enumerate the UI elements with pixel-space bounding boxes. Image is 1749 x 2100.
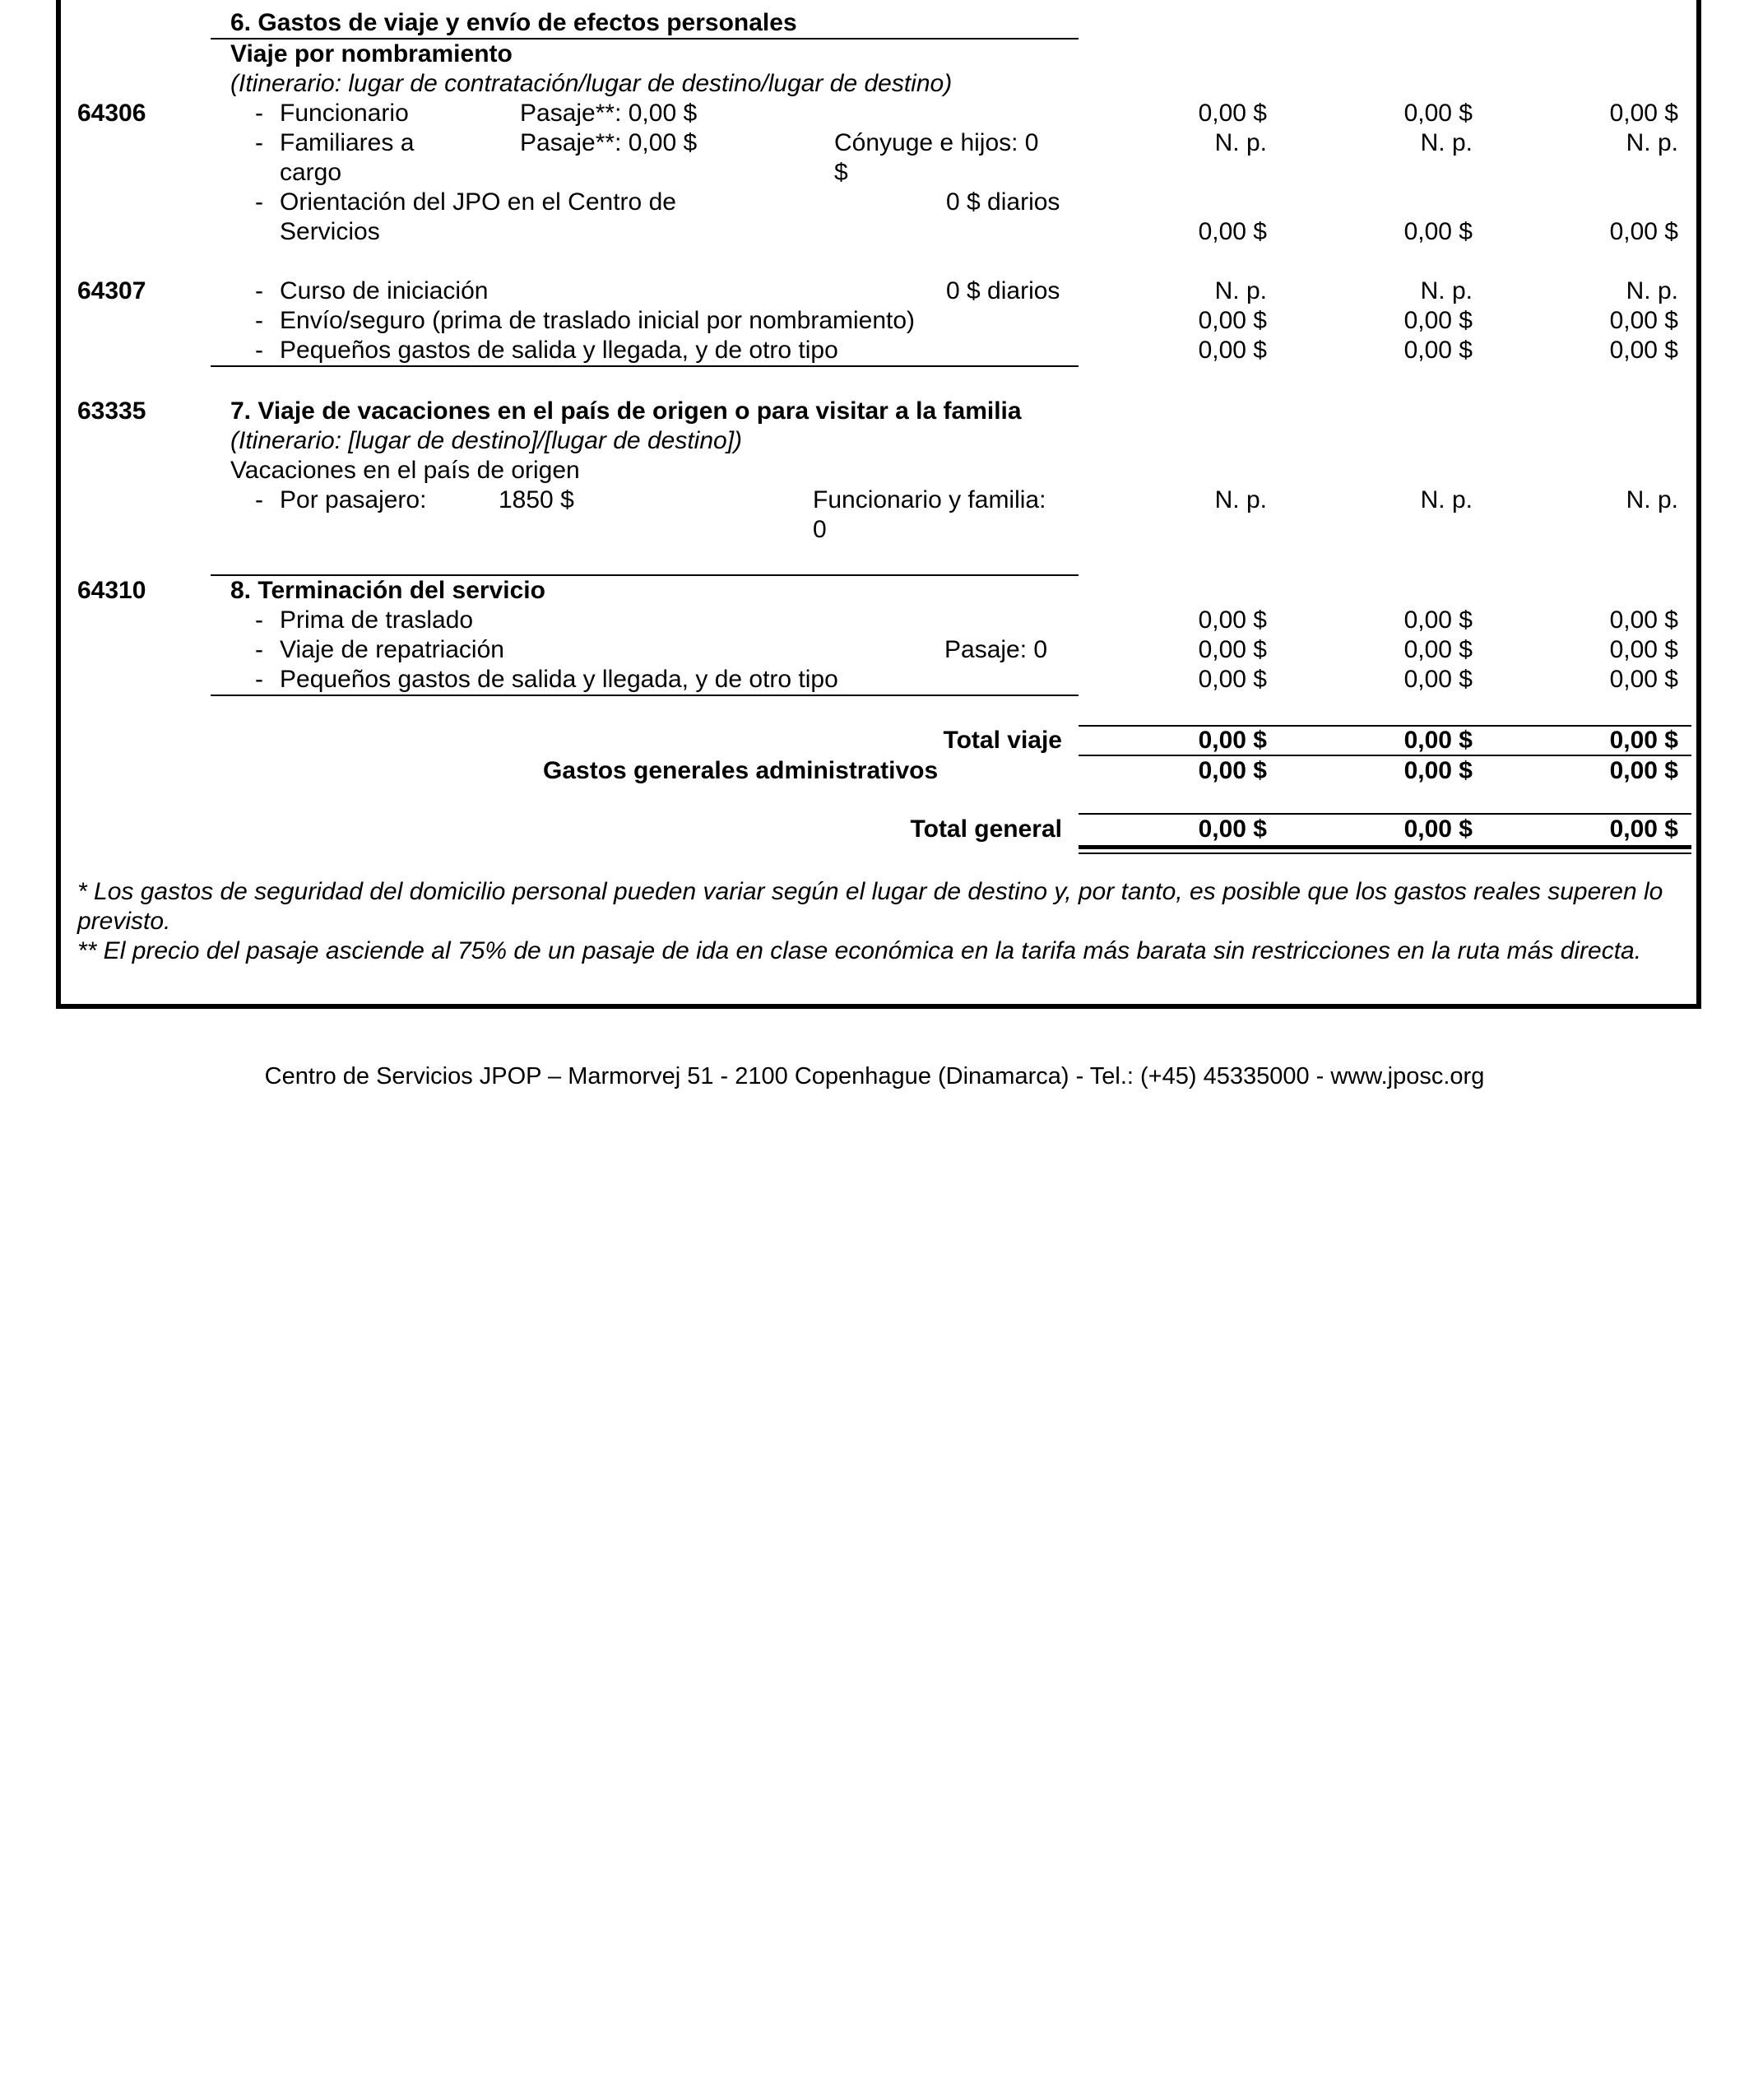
value-cell: 0,00 $ — [1198, 606, 1267, 634]
bullet-dash: - — [255, 636, 263, 663]
divider — [211, 695, 1079, 696]
row-detail: 1850 $ — [499, 486, 574, 513]
total-value: 0,00 $ — [1198, 757, 1267, 784]
value-cell: 0,00 $ — [1198, 100, 1267, 127]
value-cell: 0,00 $ — [1198, 666, 1267, 693]
row-extra: Pasaje: 0 — [944, 636, 1048, 663]
account-code: 64310 — [77, 577, 146, 604]
row-label: Pequeños gastos de salida y llegada, y de otro tipo — [280, 337, 838, 364]
section-6-subheading: Viaje por nombramiento — [230, 40, 513, 67]
row-label: Familiares a — [280, 129, 415, 156]
total-value: 0,00 $ — [1198, 727, 1267, 754]
section-7-heading: 7. Viaje de vacaciones en el país de origen o para visitar a la familia — [230, 397, 1022, 425]
value-cell: 0,00 $ — [1403, 606, 1473, 634]
value-cell: N. p. — [1420, 486, 1473, 513]
value-cell: N. p. — [1626, 486, 1678, 513]
section-8-heading: 8. Terminación del servicio — [230, 577, 545, 604]
total-value: 0,00 $ — [1403, 815, 1473, 843]
bullet-dash: - — [255, 486, 263, 513]
bullet-dash: - — [255, 188, 263, 216]
row-extra: 0 $ diarios — [946, 188, 1060, 216]
row-detail: Pasaje**: 0,00 $ — [520, 100, 698, 127]
divider — [1079, 853, 1691, 854]
total-value: 0,00 $ — [1198, 815, 1267, 843]
total-value: 0,00 $ — [1609, 815, 1678, 843]
total-value: 0,00 $ — [1609, 727, 1678, 754]
value-cell: 0,00 $ — [1198, 307, 1267, 334]
bullet-dash: - — [255, 129, 263, 156]
account-code: 64307 — [77, 277, 146, 304]
account-code: 64306 — [77, 100, 146, 127]
row-extra: Funcionario y familia: — [813, 486, 1046, 513]
section-6-heading: 6. Gastos de viaje y envío de efectos personales — [230, 9, 797, 36]
value-cell: 0,00 $ — [1403, 666, 1473, 693]
divider — [1079, 845, 1691, 849]
bullet-dash: - — [255, 307, 263, 334]
value-cell: 0,00 $ — [1403, 337, 1473, 364]
row-label-cont: cargo — [280, 159, 342, 186]
footnotes — [77, 877, 1673, 966]
value-cell: N. p. — [1420, 277, 1473, 304]
row-label: Por pasajero: — [280, 486, 427, 513]
value-cell: N. p. — [1214, 277, 1267, 304]
row-extra-cont: 0 — [813, 516, 827, 543]
value-cell: 0,00 $ — [1609, 666, 1678, 693]
row-extra-cont: $ — [834, 159, 848, 186]
section-6-itinerary: (Itinerario: lugar de contratación/lugar de destino/lugar de destino) — [230, 70, 953, 97]
row-detail: Pasaje**: 0,00 $ — [520, 129, 698, 156]
row-extra: 0 $ diarios — [946, 277, 1060, 304]
row-label: Curso de iniciación — [280, 277, 489, 304]
value-cell: 0,00 $ — [1609, 636, 1678, 663]
bullet-dash: - — [255, 100, 263, 127]
value-cell: 0,00 $ — [1403, 218, 1473, 245]
row-label: Viaje de repatriación — [280, 636, 504, 663]
row-label: Prima de traslado — [280, 606, 474, 634]
total-value: 0,00 $ — [1403, 757, 1473, 784]
footnote: ** El precio del pasaje asciende al 75% de un pasaje de ida en clase económica en la tarifa más barata sin restricciones en la ruta más directa. — [77, 937, 1642, 964]
row-extra: Cónyuge e hijos: 0 — [834, 129, 1039, 156]
value-cell: 0,00 $ — [1403, 636, 1473, 663]
value-cell: 0,00 $ — [1198, 337, 1267, 364]
value-cell: 0,00 $ — [1609, 100, 1678, 127]
value-cell: 0,00 $ — [1403, 100, 1473, 127]
value-cell: N. p. — [1214, 486, 1267, 513]
grand-total-label: Total general — [910, 815, 1062, 843]
value-cell: N. p. — [1420, 129, 1473, 156]
section-7-itinerary: (Itinerario: [lugar de destino]/[lugar de destino]) — [230, 427, 743, 454]
row-label: Envío/seguro (prima de traslado inicial por nombramiento) — [280, 307, 916, 334]
value-cell: 0,00 $ — [1198, 636, 1267, 663]
row-label: Funcionario — [280, 100, 409, 127]
value-cell: N. p. — [1214, 129, 1267, 156]
account-code: 63335 — [77, 397, 146, 425]
divider — [211, 365, 1079, 367]
row-label: Orientación del JPO en el Centro de — [280, 188, 676, 216]
value-cell: N. p. — [1626, 129, 1678, 156]
admin-costs-label: Gastos generales administrativos — [543, 757, 939, 784]
total-value: 0,00 $ — [1609, 757, 1678, 784]
section-7-subheading: Vacaciones en el país de origen — [230, 457, 580, 484]
bullet-dash: - — [255, 337, 263, 364]
page-footer: Centro de Servicios JPOP – Marmorvej 51 - 2100 Copenhague (Dinamarca) - Tel.: (+45) 45335000 - www.jposc.org — [264, 1063, 1485, 1089]
value-cell: 0,00 $ — [1198, 218, 1267, 245]
value-cell: 0,00 $ — [1609, 337, 1678, 364]
total-value: 0,00 $ — [1403, 727, 1473, 754]
bullet-dash: - — [255, 277, 263, 304]
value-cell: 0,00 $ — [1609, 606, 1678, 634]
bullet-dash: - — [255, 606, 263, 634]
total-travel-label: Total viaje — [943, 727, 1062, 754]
value-cell: N. p. — [1626, 277, 1678, 304]
bullet-dash: - — [255, 666, 263, 693]
footnote: * Los gastos de seguridad del domicilio personal pueden variar según el lugar de destino y, por tanto, es posible que los gastos reales superen lo previsto. — [77, 878, 1663, 935]
value-cell: 0,00 $ — [1609, 307, 1678, 334]
row-label-cont: Servicios — [280, 218, 380, 245]
row-label: Pequeños gastos de salida y llegada, y de otro tipo — [280, 666, 838, 693]
value-cell: 0,00 $ — [1403, 307, 1473, 334]
value-cell: 0,00 $ — [1609, 218, 1678, 245]
